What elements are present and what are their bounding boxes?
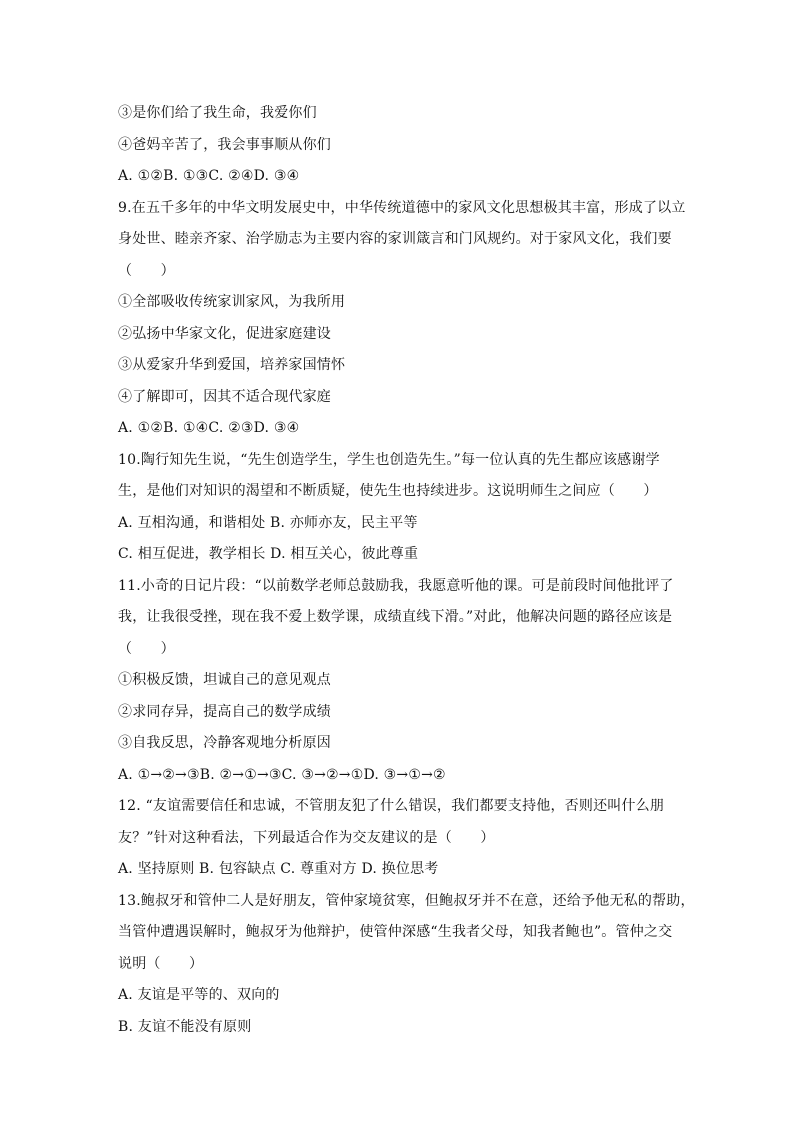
question-13-line-1: 13.鲍叔牙和管仲二人是好朋友，管仲家境贫寒，但鲍叔牙并不在意，还给予他无私的帮助， bbox=[118, 892, 695, 909]
question-13-line-2: 当管仲遭遇误解时，鲍叔牙为他辩护，使管仲深感“生我者父母，知我者鲍也”。管仲之交 bbox=[118, 924, 673, 940]
answer-blank: （ ） bbox=[118, 262, 175, 279]
option-line: ①全部吸收传统家训家风，为我所用 bbox=[118, 294, 346, 310]
question-12-line-1: 12. “友谊需要信任和忠诚，不管朋友犯了什么错误，我们都要支持他，否则还叫什么朋 bbox=[118, 798, 665, 814]
question-11-line-1: 11.小奇的日记片段：“以前数学老师总鼓励我，我愿意听他的课。可是前段时间他批评了 bbox=[118, 577, 674, 594]
question-11-line-2: 我，让我很受挫，现在我不爱上数学课，成绩直线下滑。”对此，他解决问题的路径应该是 bbox=[118, 609, 673, 625]
answer-choice-b: B. 友谊不能没有原则 bbox=[118, 1018, 252, 1035]
option-line: ④了解即可，因其不适合现代家庭 bbox=[118, 388, 331, 405]
answer-choice-a: A. 友谊是平等的、双向的 bbox=[118, 987, 280, 1003]
question-9-line-2: 身处世、睦亲齐家、治学励志为主要内容的家训箴言和门风规约。对于家风文化，我们要 bbox=[118, 231, 672, 247]
question-9-line-1: 9.在五千多年的中华文明发展史中，中华传统道德中的家风文化思想极其丰富，形成了以立 bbox=[118, 199, 686, 216]
question-text bbox=[118, 98, 695, 1043]
answer-choices: A. 互相沟通，和谐相处 B. 亦师亦友，民主平等 bbox=[118, 514, 418, 531]
answer-blank: （ ） bbox=[118, 640, 175, 657]
answer-choices: A. ①→②→③B. ②→①→③C. ③→②→①D. ③→①→② bbox=[118, 766, 446, 783]
option-line: ④爸妈辛苦了，我会事事顺从你们 bbox=[118, 136, 331, 153]
option-line: ②弘扬中华家文化，促进家庭建设 bbox=[118, 325, 331, 342]
question-10-line-1: 10.陶行知先生说，“先生创造学生，学生也创造先生。”每一位认真的先生都应该感谢学 bbox=[118, 451, 660, 468]
answer-choices: A. ①②B. ①④C. ②③D. ③④ bbox=[118, 420, 300, 436]
question-12-line-2: 友？”针对这种看法，下列最适合作为交友建议的是（ ） bbox=[118, 829, 495, 846]
question-10-line-2: 生，是他们对知识的渴望和不断质疑，使先生也持续进步。这说明师生之间应（ ） bbox=[118, 483, 658, 499]
option-line: ①积极反馈，坦诚自己的意见观点 bbox=[118, 672, 331, 688]
answer-choices: A. 坚持原则 B. 包容缺点 C. 尊重对方 D. 换位思考 bbox=[118, 861, 439, 877]
option-line: ③自我反思，冷静客观地分析原因 bbox=[118, 735, 331, 751]
answer-choices: A. ①②B. ①③C. ②④D. ③④ bbox=[118, 168, 300, 184]
question-13-line-3: 说明（ ） bbox=[118, 955, 204, 972]
option-line: ③是你们给了我生命，我爱你们 bbox=[118, 105, 317, 121]
answer-choices: C. 相互促进，教学相长 D. 相互关心，彼此尊重 bbox=[118, 546, 419, 562]
option-line: ③从爱家升华到爱国，培养家国情怀 bbox=[118, 357, 346, 373]
option-line: ②求同存异，提高自己的数学成绩 bbox=[118, 703, 331, 720]
